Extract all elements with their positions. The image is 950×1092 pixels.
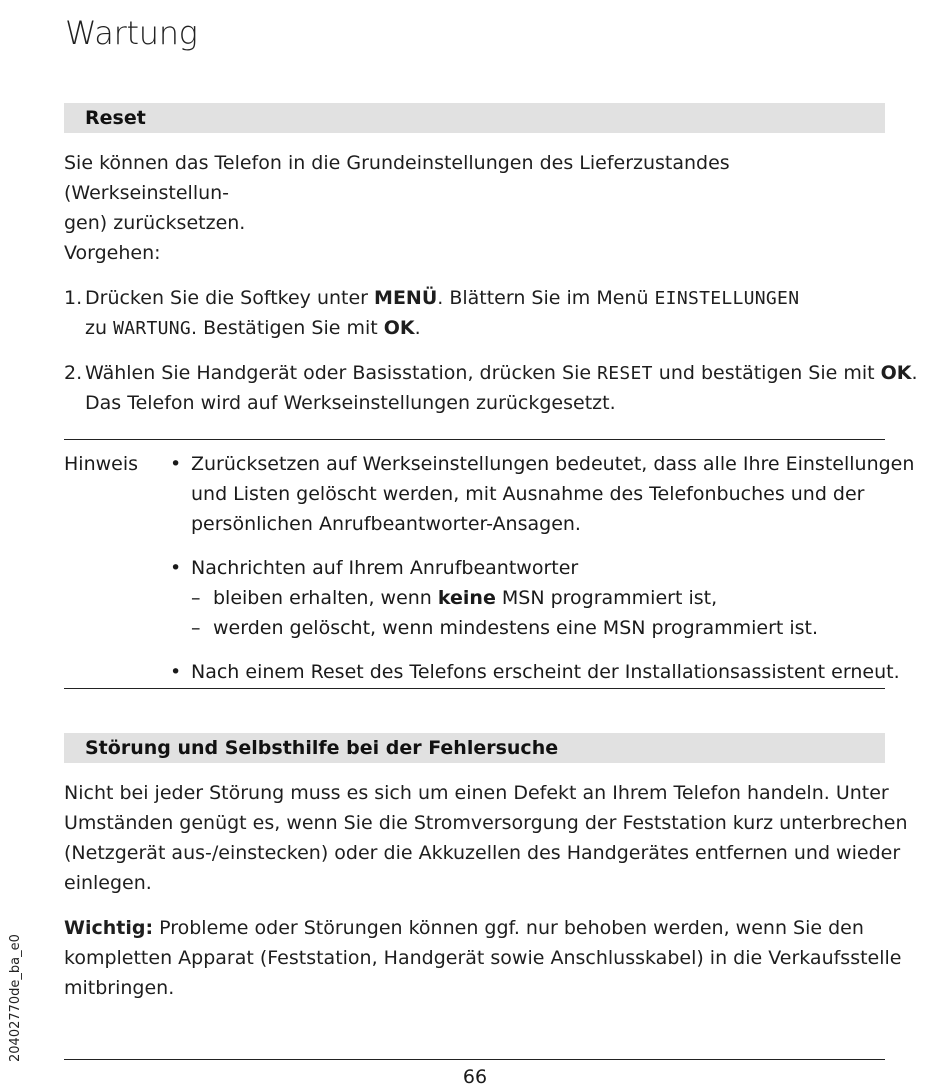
troubleshooting-paragraph-2 (64, 913, 902, 1003)
step-2-number: 2. (64, 362, 83, 384)
note-bullet-3 (170, 657, 900, 687)
section-heading-reset: Reset (85, 107, 146, 129)
dash-mark: – (191, 587, 201, 609)
step-1-line-2 (85, 313, 421, 344)
note-bullet-1-line-1: Zurücksetzen auf Werkseinstellungen bedeutet, dass alle Ihre Einstellungen (191, 453, 915, 475)
step-2-text-b: und bestätigen Sie mit (652, 362, 881, 384)
bullet-dot: • (170, 557, 182, 579)
step-1-text-d: . Bestätigen Sie mit (191, 317, 384, 339)
step-1 (64, 283, 886, 343)
note-bullet-1 (170, 449, 915, 539)
note-dash-1-bold: keine (437, 587, 496, 609)
page-title: Wartung (65, 14, 198, 52)
troubleshooting-p1-line-1: Nicht bei jeder Störung muss es sich um einen Defekt an Ihrem Telefon handeln. Unter (64, 782, 889, 804)
step-1-ok-label: OK (383, 317, 415, 339)
troubleshooting-p1-line-3: (Netzgerät aus-/einstecken) oder die Akkuzellen des Handgerätes entfernen und wieder (64, 842, 901, 864)
section-heading-bar-reset (64, 103, 885, 133)
step-1-number: 1. (64, 287, 83, 309)
page-number: 66 (462, 1066, 488, 1088)
important-label: Wichtig: (64, 917, 154, 939)
note-dash-item-2-text: werden gelöscht, wenn mindestens eine MSN programmiert ist. (213, 617, 819, 639)
note-bullet-1-line-3: persönlichen Anrufbeantworter-Ansagen. (191, 513, 581, 535)
note-label: Hinweis (64, 453, 139, 475)
step-1-menu-display: EINSTELLUNGEN (654, 288, 800, 309)
note-dash-1-text-b: MSN programmiert ist, (495, 587, 718, 609)
bullet-dot: • (170, 453, 182, 475)
troubleshooting-p1-line-4: einlegen. (64, 872, 152, 894)
step-1-text-c: zu (85, 317, 114, 339)
document-code: 20402770de_ba_e0 (8, 934, 23, 1062)
troubleshooting-p2-line-3: mitbringen. (64, 977, 175, 999)
step-2-line-2: Das Telefon wird auf Werkseinstellungen zurückgesetzt. (85, 392, 616, 414)
step-2-ok-label: OK (880, 362, 912, 384)
step-2-text-a: Wählen Sie Handgerät oder Basisstation, drücken Sie (85, 362, 598, 384)
procedure-label: Vorgehen: (64, 242, 161, 264)
note-bullet-3-text: Nach einem Reset des Telefons erscheint der Installationsassistent erneut. (191, 661, 900, 683)
note-dash-1-text-a: bleiben erhalten, wenn (213, 587, 438, 609)
reset-intro (64, 148, 886, 238)
note-bullet-2-text: Nachrichten auf Ihrem Anrufbeantworter (191, 557, 579, 579)
step-1-menu-label: MENÜ (374, 287, 438, 309)
note-dash-item-1-text (213, 583, 717, 613)
step-1-submenu-display: WARTUNG (113, 318, 192, 339)
troubleshooting-paragraph-1 (64, 778, 908, 898)
dash-mark: – (191, 617, 201, 639)
troubleshooting-p2-line-2: kompletten Apparat (Feststation, Handgerät sowie Anschlusskabel) in die Verkaufsstelle (64, 947, 902, 969)
troubleshooting-p2-line-1 (64, 913, 886, 943)
step-2-line-1 (85, 358, 918, 389)
reset-intro-line-1: Sie können das Telefon in die Grundeinstellungen des Lieferzustandes (Werkseinstellun- (64, 152, 730, 204)
step-1-line-1 (85, 283, 799, 314)
note-bullet-1-text (191, 449, 915, 539)
troubleshooting-p2-line-1-text: Probleme oder Störungen können ggf. nur behoben werden, wenn Sie den (153, 917, 864, 939)
troubleshooting-p1-line-2: Umständen genügt es, wenn Sie die Stromversorgung der Feststation kurz unterbrechen (64, 812, 908, 834)
reset-intro-line-2: gen) zurücksetzen. (64, 212, 246, 234)
section-heading-bar-troubleshooting (64, 733, 885, 763)
step-2-reset-display: RESET (597, 363, 653, 384)
note-bullet-2 (170, 553, 886, 643)
section-heading-troubleshooting: Störung und Selbsthilfe bei der Fehlersuche (85, 737, 559, 759)
step-1-text-b: . Blättern Sie im Menü (437, 287, 655, 309)
note-bottom-rule (64, 688, 885, 689)
note-bullet-1-line-2: und Listen gelöscht werden, mit Ausnahme des Telefonbuches und der (191, 483, 865, 505)
step-2 (64, 358, 918, 418)
footer-rule (64, 1059, 885, 1060)
step-1-text-a: Drücken Sie die Softkey unter (85, 287, 375, 309)
note-top-rule (64, 439, 885, 440)
bullet-dot: • (170, 661, 182, 683)
step-2-text-c: . (911, 362, 918, 384)
step-1-text-e: . (414, 317, 421, 339)
